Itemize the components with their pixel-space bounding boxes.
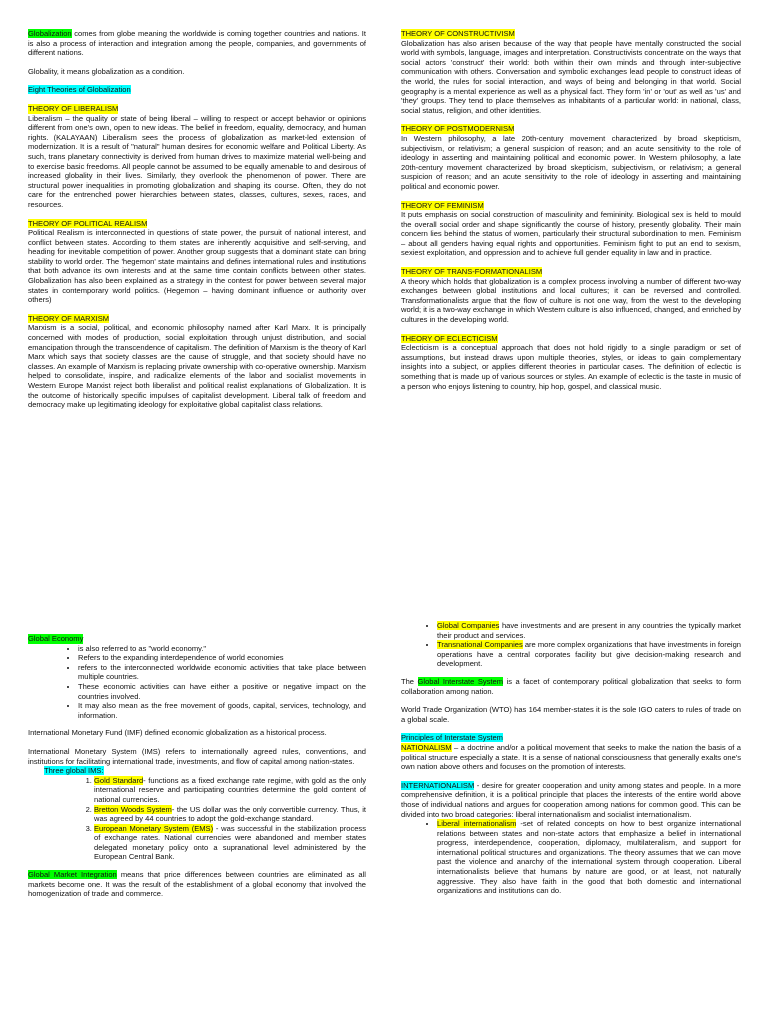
internationalism-term: INTERNATIONALISM xyxy=(401,780,475,790)
eclecticism-heading: THEORY OF ECLECTICISM xyxy=(401,333,498,343)
wto-paragraph: World Trade Organization (WTO) has 164 member-states it is the sole IGO caters to rules of trade on a global scale. xyxy=(401,705,741,724)
bottom-right-column xyxy=(401,621,741,904)
eclecticism-section xyxy=(401,334,741,392)
gold-standard-text: - functions as a fixed exchange rate regime, with gold as the only international reserve and participating countries determine the gold content of national currencies. xyxy=(94,775,366,804)
bottom-left-column xyxy=(28,634,366,908)
realism-heading: THEORY OF POLITICAL REALISM xyxy=(28,218,148,228)
interstate-prefix: The xyxy=(401,676,418,686)
interstate-term: Global Interstate System xyxy=(417,676,504,686)
globalization-term: Globalization xyxy=(28,29,72,38)
list-item xyxy=(94,805,366,824)
nationalism-term: NATIONALISM xyxy=(401,742,452,752)
top-left-column xyxy=(28,29,366,419)
eight-theories-heading xyxy=(28,85,366,95)
transnational-companies-term: Transnational Companies xyxy=(437,640,523,650)
constructivism-section xyxy=(401,29,741,115)
transformationalism-section xyxy=(401,267,741,325)
market-integration-term: Global Market Integration xyxy=(28,870,117,880)
nationalism-text: – a doctrine and/or a political movement that seeks to make the nation the basis of a political structure especially a state. It is a sense of national consciousness that generally exalts one's own nation above others and focuses on the promotion of interests. xyxy=(401,742,741,772)
transnational-companies-text: are more complex organizations that have investments in foreign operations have a central corporates facility but give decision-making research and development. xyxy=(437,640,741,669)
list-item xyxy=(437,621,741,640)
globalization-definition: comes from globe meaning the worldwide is coming together countries and nations. It is also a process of interaction and integration among the people, companies, and governments of different nations. xyxy=(28,29,366,58)
internationalism-list xyxy=(401,819,741,896)
global-companies-term: Global Companies xyxy=(437,621,500,630)
feminism-heading: THEORY OF FEMINISM xyxy=(401,200,484,210)
three-ims-heading: Three global IMS: xyxy=(44,766,104,776)
feminism-section xyxy=(401,201,741,259)
global-companies-text: have investments and are present in any countries the typically market their product and services. xyxy=(437,621,741,640)
ems-text: - was successful in the stabilization process of exchange rates. National currencies were abandoned and member states delegated monetary policy onto a supranational level administered by the European Central Bank. xyxy=(94,823,366,862)
marxism-heading: THEORY OF MARXISM xyxy=(28,313,110,323)
gold-standard-term: Gold Standard xyxy=(94,775,144,785)
realism-section xyxy=(28,219,366,305)
liberalism-section xyxy=(28,104,366,210)
liberalism-heading: THEORY OF LIBERALISM xyxy=(28,103,119,113)
global-economy-heading: Global Economy xyxy=(28,634,84,643)
list-item: • It may also mean as the free movement of goods, capital, services, technology, and information. xyxy=(78,701,366,720)
internationalism-text: - desire for greater cooperation and unity among states and people. In a more comprehensive definition, it is a political principle that places the interests of the entire world above those of individual nations and argues for cooperation among nations for common good. This can be divided into two broad categories: liberal internationalism and socialist internationalism. xyxy=(401,780,741,819)
ims-list xyxy=(28,776,366,862)
constructivism-heading: THEORY OF CONSTRUCTIVISM xyxy=(401,29,515,38)
companies-list xyxy=(401,621,741,669)
eight-theories-label: Eight Theories of Globalization xyxy=(28,85,131,95)
eclecticism-body: Eclecticism is a conceptual approach that does not hold rigidly to a single paradigm or set of assumptions, but instead draws upon multiple theories, styles, or ideas to gain complementary insights into a subject, or applies different theories in particular cases. The definition of eclectic is something that is made up of various sources or styles. An example of eclectic is the taste in music of a person who enjoys listening to country, hip hop, gospel, and classical music. xyxy=(401,343,741,391)
bretton-woods-term: Bretton Woods System xyxy=(94,804,172,814)
nationalism-paragraph xyxy=(401,743,741,772)
transformationalism-body: A theory which holds that globalization is a complex process involving a number of different two-way exchanges between global institutions and local cultures; it can be reversed and controlled. Transformationalists argue that the flow of culture is not one way, from the west to the developing world; it is a two-way exchange in which Western culture is also influenced, changed, and enriched by cultures in the developing world. xyxy=(401,276,741,325)
market-integration-text: means that price differences between countries are eliminated as all markets become one. It was the result of the establishment of a global economy that involved the homogenization of trade and commerce. xyxy=(28,870,366,899)
liberalism-body: Liberalism – the quality or state of being liberal – willing to respect or accept behavior or opinions different from one's own, open to new ideas. The belief in freedom, equality, democracy, and human rights. (KALAYAAN) Liberalism sees the process of globalization as market-led extension of modernization. It is a result of "natural" human desires for economic welfare and Political Liberty. As such, trans planetary connectivity is derived from human drives to maximize material well-being and to exercise basic freedoms. All people cannot be assumed to be equally amenable to and desirous of increased globality in their lives. Similarly, they overlook the phenomenon of power. There are structural power inequalities in promoting globalization and shaping its course. Often, they do not care for the entrenched power hierarchies between states, classes, cultures, sexes, races, and resources. xyxy=(28,113,366,209)
global-economy-list xyxy=(28,644,366,721)
realism-body: Political Realism is interconnected in questions of state power, the pursuit of national interest, and conflict between states. According to them states are inherently acquisitive and self-serving, and heading for inevitable competition of power. Another group suggests that a dominant state can bring stability to world order. The 'hegemon' state maintains and defines international rules and institutions that both advance its own interests and at the same time contain conflicts between other states. Globalization has also been explained as a strategy in the contest for power between several major states in contemporary world politics. (Hegemon – having dominant influence or authority over others) xyxy=(28,228,366,305)
bretton-woods-text: - the US dollar was the only convertible currency. Thus, it was agreed by 44 countries to adopt the gold-exchange standard. xyxy=(94,804,366,824)
list-item: • refers to the interconnected worldwide economic activities that take place between multiple countries. xyxy=(78,663,366,682)
list-item: • Refers to the expanding interdependence of world economies xyxy=(78,653,366,663)
postmodernism-body: In Western philosophy, a late 20th-century movement characterized by broad skepticism, subjectivism, or relativism; a general suspicion of reason; and an acute sensitivity to the role of ideology in asserting and maintaining political and economic power. In Western philosophy, a late 20th-century movement characterized by broad skepticism, subjectivism, or relativism; a general suspicion of reason; and an acute sensitivity to the role of ideology in asserting and maintaining political and economic power. xyxy=(401,133,741,191)
globalization-paragraph xyxy=(28,29,366,58)
principles-heading-row xyxy=(401,733,741,743)
ems-term: European Monetary System (EMS) xyxy=(94,823,214,833)
three-ims-heading-row xyxy=(28,766,366,776)
constructivism-body: Globalization has also arisen because of the way that people have mentally constructed the social world with symbols, language, images and interpretation. Constructivists concentrate on the ways that social actors 'construct' their world: both within their own minds and through inter-subjective communication with others. Conversation and symbolic exchanges lead people to construct ideas of the world, the rules for social interaction, and ways of being and belonging in that world. Social geography is a mental experience as well as a physical fact. They form 'in' or 'out' as well as 'us' and 'they' groups. They tend to place themselves as inhabitants of a particular world: in national, class, social status, religion, and other identities. xyxy=(401,38,741,115)
transformationalism-heading: THEORY OF TRANS-FORMATIONALISM xyxy=(401,267,543,277)
principles-heading: Principles of Interstate System xyxy=(401,733,503,743)
list-item xyxy=(94,776,366,805)
globality-paragraph: Globality, it means globalization as a condition. xyxy=(28,66,185,76)
list-item: • These economic activities can have either a positive or negative impact on the countries involved. xyxy=(78,682,366,701)
marxism-section xyxy=(28,314,366,410)
list-item xyxy=(437,640,741,669)
market-integration-paragraph xyxy=(28,870,366,899)
feminism-body: It puts emphasis on social construction of masculinity and femininity. Biological sex is held to mould the overall social order and shape significantly the course of history, presently globality. Their main concern lies behind the status of women, particularly their structural subordination to men. Feminism – about all genders having equal rights and opportunities. Feminism fight to put an end to sexism, sexiest exploitation, and oppression and to achieve full gender equality in law and in practice. xyxy=(401,210,741,258)
top-right-column xyxy=(401,29,741,400)
ims-paragraph: International Monetary System (IMS) refers to internationally agreed rules, conventions, and institutions for facilitating international trade, investments, and flow of capital among nation-states. xyxy=(28,746,366,766)
list-item xyxy=(94,824,366,862)
internationalism-paragraph xyxy=(401,781,741,819)
postmodernism-section xyxy=(401,124,741,191)
imf-paragraph: International Monetary Fund (IMF) defined economic globalization as a historical process. xyxy=(28,728,327,738)
liberal-internationalism-term: Liberal internationalism xyxy=(437,819,517,829)
marxism-body: Marxism is a social, political, and economic philosophy named after Karl Marx. It is principally concerned with modes of production, social exploitation through unjust distribution, and social emancipation through the transcendence of capitalism. The definition of Marxism is the theory of Karl Marx which says that society classes are the cause of struggle, and that society should have no classes. An example of Marxism is replacing private ownership with co-operative ownership. Marxism helped to consolidate, inspire, and radicalize elements of the labor and socialist movements in Western Europe Marxist reject both liberalist and political realist explanations of Globalization. It is the outcome of historically specific impulses of capitalist development. Liberal talk of freedom and democracy make up legitimating ideology for exploitative global capitalist class relations. xyxy=(28,323,366,410)
interstate-paragraph xyxy=(401,677,741,696)
interstate-text: is a facet of contemporary political globalization that seeks to form collaboration among nation. xyxy=(401,676,741,696)
postmodernism-heading: THEORY OF POSTMODERNISM xyxy=(401,124,515,134)
list-item: • is also referred to as "world economy." xyxy=(78,644,366,654)
list-item xyxy=(437,819,741,896)
liberal-internationalism-text: -set of related concepts on how to best organize international relations between states and non-state actors that emphasize a belief in international progress, interdependence, cooperation, diplomacy, multilateralism, and support for international political structures and organizations. The theory assumes that we can move past the violence and anarchy of the international system through cooperation. Liberal internationalists believe that humans by nature are good, or at least, not naturally aggressive. They also have faith in the good that both domestic and international organizations and institutions can do. xyxy=(437,819,741,896)
